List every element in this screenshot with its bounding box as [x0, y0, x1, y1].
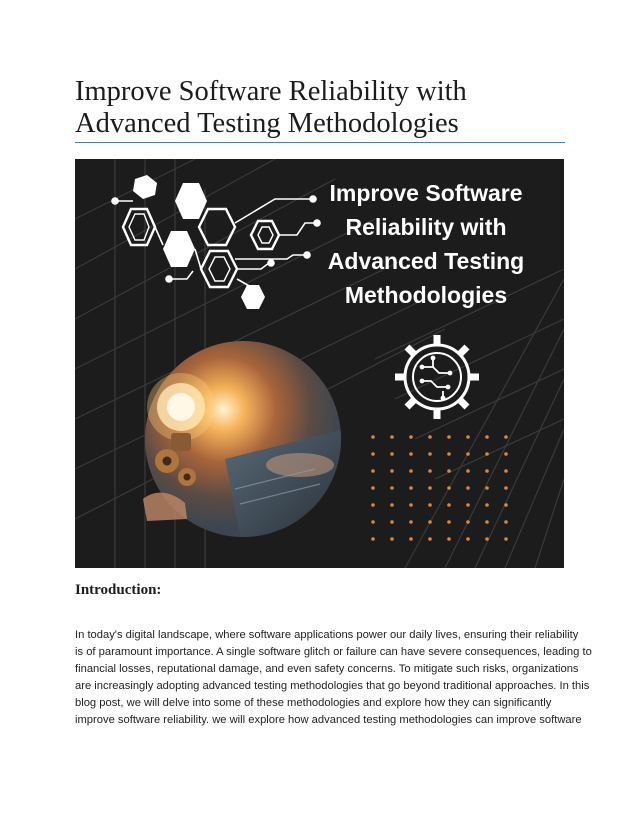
dot	[409, 520, 413, 524]
paragraph-line: In today's digital landscape, where software applications power our daily lives, ensuring their reliability	[75, 629, 579, 641]
dot	[428, 537, 432, 541]
dot	[390, 537, 394, 541]
dot	[428, 435, 432, 439]
dot	[428, 452, 432, 456]
dot	[409, 486, 413, 490]
dot	[504, 537, 508, 541]
dot	[466, 486, 470, 490]
dot	[447, 486, 451, 490]
dot	[466, 537, 470, 541]
intro-paragraph	[75, 627, 592, 729]
dot	[409, 435, 413, 439]
dot	[466, 503, 470, 507]
hero-title-line-3: Advanced Testing	[327, 248, 525, 274]
dot	[409, 452, 413, 456]
dot	[447, 503, 451, 507]
dot	[504, 435, 508, 439]
dot	[390, 520, 394, 524]
dot	[447, 520, 451, 524]
dot	[504, 520, 508, 524]
dot	[504, 452, 508, 456]
dot	[504, 503, 508, 507]
dot	[485, 537, 489, 541]
paragraph-line: financial losses, reputational damage, and even safety concerns. To mitigate such risks, organizations	[75, 663, 579, 675]
dot	[390, 452, 394, 456]
dot	[390, 503, 394, 507]
dot	[485, 520, 489, 524]
dot	[371, 520, 375, 524]
hero-title-line-4: Methodologies	[344, 282, 508, 308]
dot	[485, 486, 489, 490]
dot	[428, 520, 432, 524]
paragraph-line: is of paramount importance. A single software glitch or failure can have severe consequences, leading to	[75, 646, 592, 658]
dot	[485, 435, 489, 439]
paragraph-line: improve software reliability. we will explore how advanced testing methodologies can improve software	[75, 714, 582, 726]
dot	[485, 469, 489, 473]
dot	[409, 469, 413, 473]
dot	[409, 537, 413, 541]
dot	[485, 452, 489, 456]
hero-title-line-2: Reliability with	[345, 214, 507, 240]
dot	[371, 469, 375, 473]
dot	[371, 452, 375, 456]
dot	[485, 503, 489, 507]
dot	[504, 469, 508, 473]
dot	[428, 469, 432, 473]
dot	[390, 435, 394, 439]
dot	[390, 469, 394, 473]
dot	[371, 537, 375, 541]
dot	[466, 452, 470, 456]
paragraph-line: blog post, we will delve into some of these methodologies and explore how they can significantly	[75, 697, 552, 709]
title-line-1: Improve Software Reliability with	[75, 76, 467, 107]
dot	[390, 486, 394, 490]
dot	[447, 435, 451, 439]
dot	[447, 469, 451, 473]
section-heading-introduction: Introduction:	[75, 582, 162, 598]
dot	[466, 520, 470, 524]
dot	[428, 486, 432, 490]
dot	[371, 486, 375, 490]
dot	[371, 503, 375, 507]
dot	[409, 503, 413, 507]
title-divider	[75, 142, 565, 143]
dot	[428, 503, 432, 507]
page-title	[75, 76, 565, 140]
hero-title-line-1: Improve Software	[329, 180, 523, 206]
title-line-2: Advanced Testing Methodologies	[75, 108, 459, 139]
dot	[447, 452, 451, 456]
hero-banner-image	[75, 159, 564, 568]
dot	[504, 486, 508, 490]
dot	[466, 435, 470, 439]
dot	[447, 537, 451, 541]
dot	[371, 435, 375, 439]
paragraph-line: are increasingly adopting advanced testing methodologies that go beyond traditional approaches. In this	[75, 680, 590, 692]
dot	[466, 469, 470, 473]
